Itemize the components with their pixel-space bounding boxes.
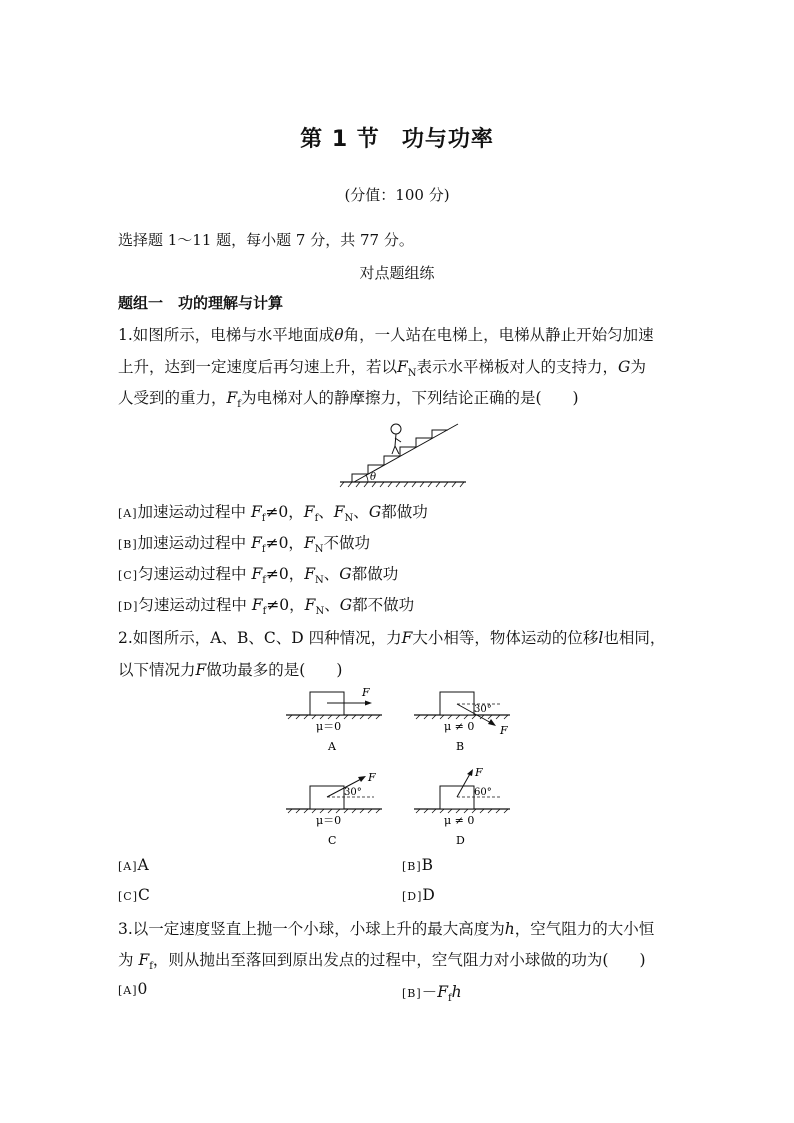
- q3-line-1: 3.以一定速度竖直上抛一个小球，小球上升的最大高度为h，空气阻力的大小恒: [118, 920, 655, 938]
- q3-option-a[interactable]: [A]0: [118, 980, 148, 998]
- svg-text:μ ≠ 0: μ ≠ 0: [444, 720, 475, 733]
- figure-b: [412, 684, 522, 756]
- q1-line-1: 1.如图所示，电梯与水平地面成θ角，一人站在电梯上，电梯从静止开始匀加速: [118, 326, 654, 344]
- q2-line-2: 以下情况力F做功最多的是( ): [118, 661, 343, 679]
- section-heading: 对点题组练: [359, 264, 435, 282]
- svg-text:30°: 30°: [344, 787, 362, 798]
- figure-c: [284, 770, 384, 850]
- q2-line-1: 2.如图所示，A、B、C、D 四种情况，力F大小相等，物体运动的位移l也相同，: [118, 629, 666, 647]
- svg-text:F: F: [362, 686, 370, 699]
- svg-text:B: B: [456, 740, 465, 753]
- group-heading: 题组一 功的理解与计算: [118, 294, 284, 312]
- score-note: (分值：100 分): [344, 186, 450, 204]
- svg-text:F: F: [500, 724, 508, 737]
- force-arrow-icon: [467, 769, 473, 776]
- q1-option-b[interactable]: [B]加速运动过程中 $F_f\ne 0$，$F_N$不做功: [118, 534, 370, 556]
- q2-option-b[interactable]: [B]B: [402, 856, 434, 874]
- svg-text:A: A: [328, 740, 336, 753]
- q3-option-b[interactable]: $[B]-F_fh$: [402, 983, 462, 1005]
- svg-text:C: C: [328, 834, 337, 847]
- page-title: [0, 122, 794, 153]
- block: [310, 786, 344, 809]
- block: [440, 786, 474, 809]
- svg-text:F: F: [475, 766, 483, 779]
- intro-text: 选择题 1～11 题，每小题 7 分，共 77 分。: [118, 231, 414, 249]
- q2-option-d[interactable]: [D]D: [402, 886, 435, 904]
- q1-line-3: 人受到的重力，$F_f$为电梯对人的静摩擦力，下列结论正确的是( ): [118, 389, 579, 411]
- q1-option-d[interactable]: [D]匀速运动过程中 $F_f\ne 0$，$F_N$、G都不做功: [118, 596, 415, 618]
- q1-option-a[interactable]: [A]加速运动过程中 $F_f\ne 0$，$F_f$、$F_N$、G都做功: [118, 503, 428, 525]
- figure-d: [412, 764, 512, 850]
- title-topic: 功与功率: [401, 127, 494, 152]
- q1-line-2: 上升，达到一定速度后再匀速上升，若以$F_N$表示水平梯板对人的支持力，G为: [118, 358, 646, 380]
- svg-text:D: D: [456, 834, 465, 847]
- angle-theta-label: θ: [370, 472, 377, 483]
- title-section-number: 第 1 节: [300, 127, 380, 152]
- svg-text:μ＝0: μ＝0: [316, 720, 342, 733]
- force-arrow-icon: [488, 719, 496, 726]
- svg-text:30°: 30°: [474, 704, 492, 715]
- svg-text:F: F: [368, 771, 376, 784]
- block: [440, 692, 474, 715]
- q1-option-c[interactable]: [C]匀速运动过程中 $F_f\ne 0$，$F_N$、G都做功: [118, 565, 399, 587]
- escalator-figure: [338, 418, 468, 490]
- svg-text:μ ≠ 0: μ ≠ 0: [444, 814, 475, 827]
- figure-a: [284, 684, 384, 756]
- svg-text:μ＝0: μ＝0: [316, 814, 342, 827]
- q2-option-c[interactable]: [C]C: [118, 886, 150, 904]
- svg-text:60°: 60°: [474, 787, 492, 798]
- force-arrow-icon: [365, 701, 372, 706]
- force-arrow-icon: [358, 776, 366, 782]
- q2-option-a[interactable]: [A]A: [118, 856, 149, 874]
- q3-line-2: 为 $F_f$，则从抛出至落回到原出发点的过程中，空气阻力对小球做的功为( ): [118, 951, 646, 973]
- ground-hatch: [340, 482, 464, 487]
